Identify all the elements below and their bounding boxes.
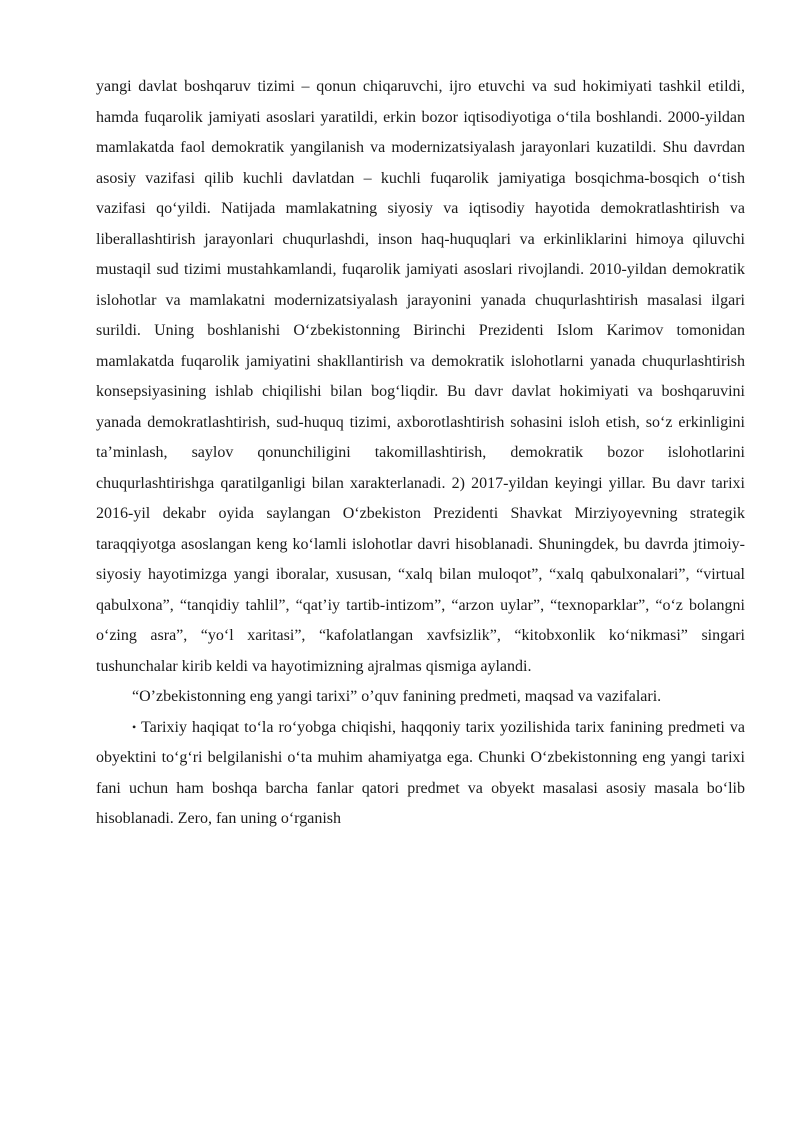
bullet-paragraph-text: Tarixiy haqiqat to‘la ro‘yobga chiqishi, haqqoniy tarix yozilishida tarix fanining predmeti va obyektini to‘g‘ri belgilanishi o‘ta muhim ahamiyatga ega. Chunki O‘zbekistonning eng yangi tarixi fani uchun ham boshqa barcha fanlar qatori predmet va obyekt masalasi asosiy masala bo‘lib hisoblanadi. Zero, fan uning o‘rganish xyxy=(96,718,745,827)
bullet-paragraph xyxy=(96,713,745,835)
section-heading-paragraph: “O’zbekistonning eng yangi tarixi” o’quv fanining predmeti, maqsad va vazifalari. xyxy=(132,688,662,705)
document-page xyxy=(96,72,745,835)
bullet-icon: • xyxy=(132,719,137,734)
body-paragraph: yangi davlat boshqaruv tizimi – qonun chiqaruvchi, ijro etuvchi va sud hokimiyati tashkil etildi, hamda fuqarolik jamiyati asoslari yaratildi, erkin bozor iqtisodiyotiga o‘tila boshlandi. 2000-yildan mamlakatda faol demokratik yangilanish va modernizatsiyalash jarayonlari kuzatildi. Shu davrdan asosiy vazifasi qilib kuchli davlatdan – kuchli fuqarolik jamiyatiga bosqichma-bosqich o‘tish vazifasi qo‘yildi. Natijada mamlakatning siyosiy va iqtisodiy hayotida demokratlashtirish va liberallashtirish jarayonlari chuqurlashdi, inson haq-huquqlari va erkinliklarini himoya qiluvchi mustaqil sud tizimi mustahkamlandi, fuqarolik jamiyati asoslari rivojlandi. 2010-yildan demokratik islohotlar va mamlakatni modernizatsiyalash jarayonini yanada chuqurlashtirish masalasi ilgari surildi. Uning boshlanishi O‘zbekistonning Birinchi Prezidenti Islom Karimov tomonidan mamlakatda fuqarolik jamiyatini shakllantirish va demokratik islohotlarni yanada chuqurlashtirish konsepsiyasining ishlab chiqilishi bilan bog‘liqdir. Bu davr davlat hokimiyati va boshqaruvini yanada demokratlashtirish, sud-huquq tizimi, axborotlashtirish sohasini isloh etish, so‘z erkinligini ta’minlash, saylov qonunchiligini takomillashtirish, demokratik bozor islohotlarini chuqurlashtirishga qaratilganligi bilan xarakterlanadi. 2) 2017-yildan keyingi yillar. Bu davr tarixi 2016-yil dekabr oyida saylangan O‘zbekiston Prezidenti Shavkat Mirziyoyevning strategik taraqqiyotga asoslangan keng ko‘lamli islohotlar davri hisoblanadi. Shuningdek, bu davrda jtimoiy-siyosiy hayotimizga yangi iboralar, xususan, “xalq bilan muloqot”, “xalq qabulxonalari”, “virtual qabulxona”, “tanqidiy tahlil”, “qat’iy tartib-intizom”, “arzon uylar”, “texnoparklar”, “o‘z bolangni o‘zing asra”, “yo‘l xaritasi”, “kafolatlangan xavfsizlik”, “kitobxonlik ko‘nikmasi” singari tushunchalar kirib keldi va hayotimizning ajralmas qismiga aylandi. xyxy=(96,78,745,675)
